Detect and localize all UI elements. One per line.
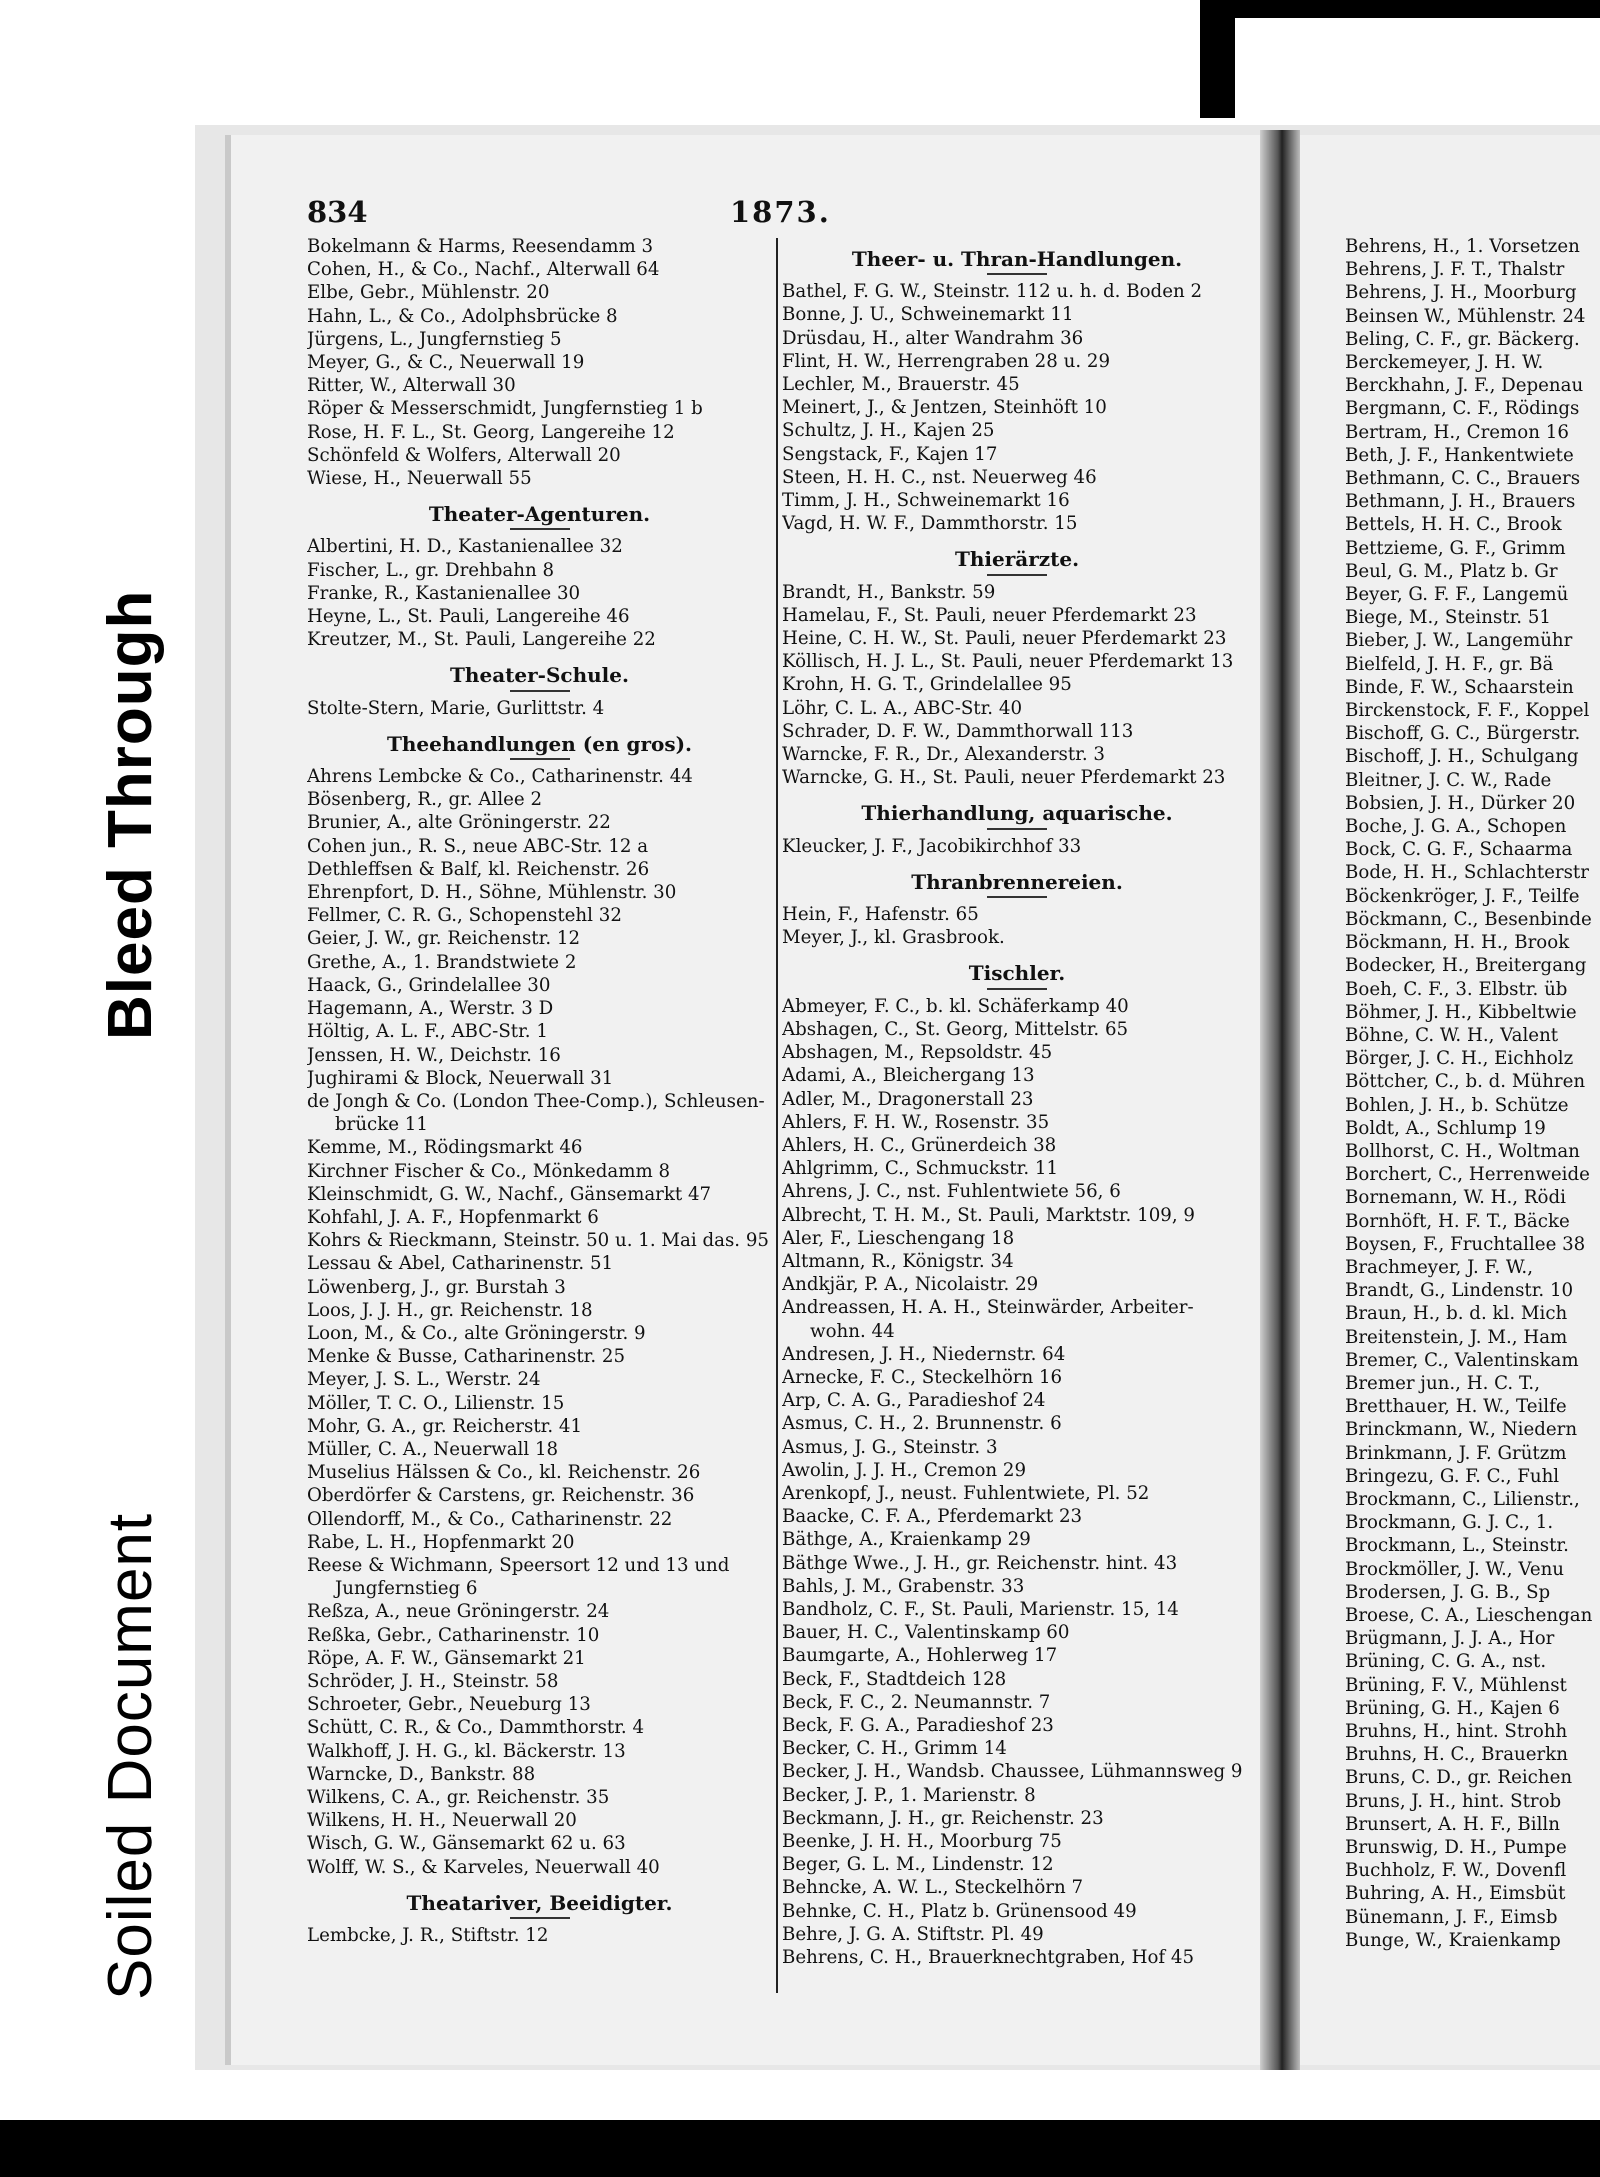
directory-entry: Rose, H. F. L., St. Georg, Langereihe 12: [307, 421, 675, 443]
directory-entry: Bringezu, G. F. C., Fuhl: [1345, 1465, 1560, 1487]
directory-entry: Boldt, A., Schlump 19: [1345, 1117, 1546, 1139]
directory-entry: Menke & Busse, Catharinenstr. 25: [307, 1346, 626, 1368]
heading-rule: [510, 528, 570, 530]
directory-entry: Cohen, H., & Co., Nachf., Alterwall 64: [307, 259, 660, 281]
directory-entry: Brüning, G. H., Kajen 6: [1345, 1697, 1560, 1719]
directory-entry: Schütt, C. R., & Co., Dammthorstr. 4: [307, 1717, 645, 1739]
right-directory-column: [782, 235, 1252, 1969]
directory-entry: Röpe, A. F. W., Gänsemarkt 21: [307, 1647, 586, 1669]
section-heading: Theater-Agenturen.: [428, 502, 651, 527]
directory-entry: Warncke, D., Bankstr. 88: [307, 1763, 536, 1785]
directory-entry: Schröder, J. H., Steinstr. 58: [307, 1670, 559, 1692]
directory-entry: Schultz, J. H., Kajen 25: [782, 420, 995, 442]
directory-entry: Bokelmann & Harms, Reesendamm 3: [307, 236, 654, 257]
directory-entry: Brockmann, L., Steinstr.: [1345, 1535, 1569, 1557]
directory-entry: Schönfeld & Wolfers, Alterwall 20: [307, 444, 621, 466]
directory-entry: Beth, J. F., Hankentwiete: [1345, 444, 1574, 466]
directory-entry: Kreutzer, M., St. Pauli, Langereihe 22: [307, 629, 656, 651]
directory-entry: Birckenstock, F. F., Koppel: [1345, 700, 1590, 722]
directory-entry: Bornemann, W. H., Rödi: [1345, 1187, 1566, 1209]
directory-entry: Beenke, J. H. H., Moorburg 75: [782, 1831, 1062, 1852]
directory-entry: Andkjär, P. A., Nicolaistr. 29: [782, 1274, 1039, 1296]
directory-entry: Brunier, A., alte Gröningerstr. 22: [307, 812, 611, 834]
directory-entry: Loos, J. J. H., gr. Reichenstr. 18: [307, 1299, 593, 1321]
directory-entry: Brockmann, C., Lilienstr.,: [1345, 1488, 1580, 1510]
directory-entry: Beul, G. M., Platz b. Gr: [1345, 560, 1558, 582]
directory-entry: Muselius Hälssen & Co., kl. Reichenstr. 26: [307, 1462, 701, 1484]
entry-continuation: wohn. 44: [810, 1320, 895, 1342]
directory-entry: Kleinschmidt, G. W., Nachf., Gänsemarkt 47: [307, 1183, 712, 1205]
directory-entry: Böckenkröger, J. F., Teilfe: [1345, 885, 1580, 907]
directory-entry: Behrens, J. F. T., Thalstr: [1345, 259, 1565, 281]
section-heading: Thierärzte.: [954, 547, 1080, 572]
directory-entry: Bäthge Wwe., J. H., gr. Reichenstr. hint. 43: [782, 1552, 1178, 1574]
directory-entry: Köllisch, H. J. L., St. Pauli, neuer Pferdemarkt 13: [782, 651, 1234, 673]
directory-entry: Heine, C. H. W., St. Pauli, neuer Pferdemarkt 23: [782, 628, 1227, 650]
directory-entry: Albrecht, T. H. M., St. Pauli, Marktstr. 109, 9: [782, 1204, 1195, 1226]
entry-continuation: brücke 11: [335, 1114, 428, 1136]
directory-entry: Löwenberg, J., gr. Burstah 3: [307, 1276, 566, 1298]
directory-entry: Börger, J. C. H., Eichholz: [1345, 1048, 1574, 1070]
directory-entry: Berckhahn, J. F., Depenau: [1345, 375, 1584, 397]
directory-entry: Bornhöft, H. F. T., Bäcke: [1345, 1210, 1570, 1232]
directory-entry: Biege, M., Steinstr. 51: [1345, 607, 1551, 629]
section-heading: Theatariver, Beeidigter.: [406, 1890, 673, 1915]
directory-entry: Asmus, C. H., 2. Brunnenstr. 6: [782, 1413, 1062, 1435]
heading-rule: [987, 828, 1047, 830]
directory-entry: Beck, F. G. A., Paradieshof 23: [782, 1714, 1054, 1736]
section-heading: Theer- u. Thran-Handlungen.: [851, 247, 1183, 271]
directory-entry: Hamelau, F., St. Pauli, neuer Pferdemarkt 23: [782, 604, 1197, 626]
directory-entry: Schrader, D. F. W., Dammthorwall 113: [782, 720, 1134, 742]
heading-rule: [987, 988, 1047, 990]
directory-entry: Böhmer, J. H., Kibbeltwie: [1345, 1001, 1577, 1023]
directory-entry: Bollhorst, C. H., Woltman: [1345, 1140, 1580, 1162]
directory-entry: Reßka, Gebr., Catharinenstr. 10: [307, 1624, 600, 1646]
directory-entry: Behre, J. G. A. Stiftstr. Pl. 49: [782, 1923, 1044, 1945]
heading-rule: [510, 1917, 570, 1919]
directory-entry: Bünemann, J. F., Eimsb: [1345, 1906, 1558, 1928]
directory-entry: Böckmann, H. H., Brook: [1345, 932, 1570, 954]
directory-entry: Möller, T. C. O., Lilienstr. 15: [307, 1392, 565, 1414]
directory-entry: Jughirami & Block, Neuerwall 31: [307, 1067, 614, 1089]
directory-entry: Meinert, J., & Jentzen, Steinhöft 10: [782, 397, 1107, 419]
directory-entry: Adami, A., Bleichergang 13: [782, 1065, 1035, 1087]
directory-entry: Andreassen, H. A. H., Steinwärder, Arbeiter-: [782, 1297, 1194, 1319]
directory-entry: Asmus, J. G., Steinstr. 3: [782, 1436, 998, 1458]
directory-entry: Ahrens, J. C., nst. Fuhlentwiete 56, 6: [782, 1181, 1121, 1203]
section-heading: Tischler.: [968, 961, 1066, 986]
directory-entry: Bäthge, A., Kraienkamp 29: [782, 1529, 1031, 1551]
directory-entry: Bruns, J. H., hint. Strob: [1345, 1790, 1562, 1812]
directory-entry: Bruhns, H., hint. Strohh: [1345, 1721, 1568, 1742]
directory-entry: Hagemann, A., Werstr. 3 D: [307, 998, 554, 1020]
directory-entry: Warncke, F. R., Dr., Alexanderstr. 3: [782, 744, 1105, 766]
directory-entry: Binde, F. W., Schaarstein: [1345, 676, 1574, 698]
directory-entry: Dethleffsen & Balf, kl. Reichenstr. 26: [307, 858, 650, 880]
directory-entry: Ahlgrimm, C., Schmuckstr. 11: [782, 1158, 1059, 1180]
directory-entry: Ahlers, H. C., Grünerdeich 38: [782, 1134, 1057, 1156]
directory-entry: Behrens, C. H., Brauerknechtgraben, Hof 45: [782, 1947, 1195, 1969]
directory-entry: Bieber, J. W., Langemühr: [1345, 630, 1573, 652]
directory-entry: Reßza, A., neue Gröningerstr. 24: [307, 1601, 610, 1623]
top-dark-block: [1200, 0, 1235, 118]
directory-entry: Brügmann, J. J. A., Hor: [1345, 1628, 1555, 1650]
directory-entry: Bremer, C., Valentinskam: [1345, 1349, 1579, 1371]
directory-entry: Bruhns, H. C., Brauerkn: [1345, 1744, 1568, 1766]
directory-entry: Löhr, C. L. A., ABC-Str. 40: [782, 697, 1023, 719]
heading-rule: [987, 896, 1047, 898]
section-heading: Theehandlungen (en gros).: [386, 731, 693, 756]
directory-entry: Arnecke, F. C., Steckelhörn 16: [782, 1366, 1063, 1388]
directory-entry: Böttcher, C., b. d. Mühren: [1345, 1071, 1586, 1093]
column-divider: [776, 238, 778, 1993]
directory-entry: Brodersen, J. G. B., Sp: [1345, 1581, 1551, 1603]
directory-entry: Baumgarte, A., Hohlerweg 17: [782, 1645, 1058, 1667]
directory-entry: Bremer jun., H. C. T.,: [1345, 1372, 1540, 1394]
directory-entry: Brinckmann, W., Niedern: [1345, 1419, 1578, 1441]
directory-entry: Hein, F., Hafenstr. 65: [782, 904, 979, 926]
directory-entry: Berckemeyer, J. H. W.: [1345, 352, 1544, 374]
directory-entry: Rabe, L. H., Hopfenmarkt 20: [307, 1531, 575, 1553]
directory-entry: Arp, C. A. G., Paradieshof 24: [782, 1390, 1046, 1412]
directory-entry: Loon, M., & Co., alte Gröningerstr. 9: [307, 1322, 646, 1344]
heading-rule: [987, 273, 1047, 275]
page-year: 1873.: [730, 195, 831, 229]
directory-entry: Andresen, J. H., Niedernstr. 64: [782, 1343, 1066, 1365]
directory-entry: Brockmöller, J. W., Venu: [1345, 1558, 1565, 1580]
directory-entry: Brinkmann, J. F. Grützm: [1345, 1442, 1567, 1464]
directory-entry: Schroeter, Gebr., Neueburg 13: [307, 1694, 591, 1716]
directory-entry: Steen, H. H. C., nst. Neuerweg 46: [782, 466, 1097, 488]
directory-entry: Beger, G. L. M., Lindenstr. 12: [782, 1854, 1054, 1876]
directory-entry: Reese & Wichmann, Speersort 12 und 13 und: [307, 1554, 730, 1576]
directory-entry: Brunswig, D. H., Pumpe: [1345, 1837, 1567, 1859]
directory-entry: Bischoff, J. H., Schulgang: [1345, 746, 1579, 768]
directory-entry: Geier, J. W., gr. Reichenstr. 12: [307, 928, 581, 950]
directory-entry: Kemme, M., Rödingsmarkt 46: [307, 1137, 583, 1159]
directory-entry: Böckmann, C., Besenbinde: [1345, 908, 1592, 930]
directory-entry: Ehrenpfort, D. H., Söhne, Mühlenstr. 30: [307, 882, 677, 904]
book-gutter: [1260, 130, 1300, 2070]
directory-entry: Beinsen W., Mühlenstr. 24: [1345, 305, 1586, 327]
directory-entry: Brachmeyer, J. F. W.,: [1345, 1256, 1533, 1278]
directory-entry: Meyer, J. S. L., Werstr. 24: [307, 1369, 541, 1391]
directory-entry: Wiese, H., Neuerwall 55: [307, 468, 532, 490]
directory-entry: Bertram, H., Cremon 16: [1345, 421, 1569, 443]
directory-entry: Buchholz, F. W., Dovenfl: [1345, 1860, 1567, 1882]
directory-entry: Albertini, H. D., Kastanienallee 32: [307, 536, 623, 558]
directory-entry: Abshagen, C., St. Georg, Mittelstr. 65: [782, 1018, 1129, 1040]
directory-entry: Bethmann, J. H., Brauers: [1345, 491, 1576, 513]
directory-entry: Brandt, G., Lindenstr. 10: [1345, 1280, 1574, 1302]
directory-entry: Jenssen, H. W., Deichstr. 16: [307, 1044, 561, 1066]
directory-entry: de Jongh & Co. (London Thee-Comp.), Schleusen-: [307, 1090, 765, 1112]
directory-entry: Warncke, G. H., St. Pauli, neuer Pferdemarkt 23: [782, 767, 1226, 789]
directory-entry: Drüsdau, H., alter Wandrahm 36: [782, 327, 1084, 349]
directory-entry: Wolff, W. S., & Karveles, Neuerwall 40: [307, 1856, 660, 1878]
directory-entry: Beckmann, J. H., gr. Reichenstr. 23: [782, 1807, 1104, 1829]
directory-entry: Brüning, C. G. A., nst.: [1345, 1651, 1547, 1673]
directory-entry: Kleucker, J. F., Jacobikirchhof 33: [782, 835, 1082, 857]
directory-entry: Heyne, L., St. Pauli, Langereihe 46: [307, 606, 630, 628]
directory-entry: Bode, H. H., Schlachterstr: [1345, 862, 1589, 884]
directory-entry: Beling, C. F., gr. Bäckerg.: [1345, 328, 1580, 350]
directory-entry: Broese, C. A., Lieschengan: [1345, 1604, 1593, 1626]
heading-rule: [510, 690, 570, 692]
directory-entry: Krohn, H. G. T., Grindelallee 95: [782, 674, 1072, 696]
directory-entry: Haack, G., Grindelallee 30: [307, 974, 551, 996]
entry-continuation: Jungfernstieg 6: [335, 1578, 478, 1600]
directory-entry: Hahn, L., & Co., Adolphsbrücke 8: [307, 305, 618, 327]
directory-entry: Bruns, C. D., gr. Reichen: [1345, 1767, 1573, 1789]
directory-entry: Bohlen, J. H., b. Schütze: [1345, 1094, 1569, 1116]
directory-entry: Behrens, J. H., Moorburg: [1345, 282, 1577, 304]
directory-entry: Bielfeld, J. H. F., gr. Bä: [1345, 653, 1554, 675]
directory-entry: Braun, H., b. d. kl. Mich: [1345, 1303, 1568, 1325]
directory-entry: Timm, J. H., Schweinemarkt 16: [782, 490, 1070, 512]
directory-entry: Ollendorff, M., & Co., Catharinenstr. 22: [307, 1508, 673, 1530]
directory-entry: Flint, H. W., Herrengraben 28 u. 29: [782, 350, 1111, 372]
bleed-through-label: Bleed Through: [96, 589, 165, 1040]
directory-entry: Cohen jun., R. S., neue ABC-Str. 12 a: [307, 835, 649, 857]
directory-entry: Behncke, A. W. L., Steckelhörn 7: [782, 1877, 1084, 1899]
soiled-document-label: Soiled Document: [96, 1512, 165, 2000]
directory-entry: Beck, F., Stadtdeich 128: [782, 1668, 1007, 1690]
left-directory-column: [307, 235, 772, 1947]
directory-entry: Jürgens, L., Jungfernstieg 5: [307, 328, 562, 350]
directory-entry: Bunge, W., Kraienkamp: [1345, 1929, 1561, 1951]
directory-entry: Bahls, J. M., Grabenstr. 33: [782, 1575, 1025, 1597]
directory-entry: Wilkens, C. A., gr. Reichenstr. 35: [307, 1787, 610, 1808]
directory-entry: Ahrens Lembcke & Co., Catharinenstr. 44: [307, 766, 693, 788]
page-number: 834: [307, 195, 368, 229]
directory-entry: Ahlers, F. H. W., Rosenstr. 35: [782, 1111, 1050, 1133]
directory-entry: Kohrs & Rieckmann, Steinstr. 50 u. 1. Mai das. 95: [307, 1230, 769, 1252]
directory-entry: Boeh, C. F., 3. Elbstr. üb: [1345, 978, 1568, 1000]
directory-entry: Lessau & Abel, Catharinenstr. 51: [307, 1253, 614, 1275]
directory-entry: Bösenberg, R., gr. Allee 2: [307, 789, 543, 811]
directory-entry: Borchert, C., Herrenweide: [1345, 1164, 1590, 1186]
directory-entry: Bobsien, J. H., Dürker 20: [1345, 792, 1576, 814]
directory-entry: Behrens, H., 1. Vorsetzen: [1345, 236, 1580, 257]
directory-entry: Bauer, H. C., Valentinskamp 60: [782, 1622, 1070, 1644]
directory-entry: Bettzieme, G. F., Grimm: [1345, 537, 1566, 559]
directory-entry: Aler, F., Lieschengang 18: [782, 1227, 1015, 1249]
directory-entry: Beyer, G. F. F., Langemü: [1345, 584, 1569, 606]
directory-entry: Altmann, R., Königstr. 34: [782, 1250, 1014, 1272]
directory-entry: Brandt, H., Bankstr. 59: [782, 581, 996, 603]
directory-entry: Walkhoff, J. H. G., kl. Bäckerstr. 13: [307, 1740, 626, 1762]
top-dark-strip: [1235, 0, 1600, 18]
directory-entry: Müller, C. A., Neuerwall 18: [307, 1438, 559, 1460]
directory-entry: Meyer, J., kl. Grasbrook.: [782, 927, 1005, 949]
directory-entry: Bettels, H. H. C., Brook: [1345, 514, 1562, 536]
directory-entry: Boysen, F., Fruchtallee 38: [1345, 1233, 1586, 1255]
directory-entry: Böhne, C. W. H., Valent: [1345, 1024, 1559, 1046]
directory-entry: Becker, J. H., Wandsb. Chaussee, Lühmannsweg 9: [782, 1761, 1243, 1783]
directory-entry: Lembcke, J. R., Stiftstr. 12: [307, 1925, 549, 1947]
directory-entry: Becker, J. P., 1. Marienstr. 8: [782, 1784, 1036, 1806]
directory-entry: Kohfahl, J. A. F., Hopfenmarkt 6: [307, 1206, 599, 1228]
directory-entry: Röper & Messerschmidt, Jungfernstieg 1 b: [307, 398, 703, 420]
heading-rule: [987, 574, 1047, 576]
directory-entry: Fellmer, C. R. G., Schopenstehl 32: [307, 905, 622, 927]
directory-entry: Bretthauer, H. W., Teilfe: [1345, 1396, 1567, 1418]
directory-entry: Awolin, J. J. H., Cremon 29: [782, 1459, 1027, 1481]
directory-entry: Becker, C. H., Grimm 14: [782, 1738, 1007, 1760]
directory-entry: Baacke, C. F. A., Pferdemarkt 23: [782, 1506, 1083, 1528]
directory-entry: Lechler, M., Brauerstr. 45: [782, 374, 1020, 396]
directory-entry: Ritter, W., Alterwall 30: [307, 375, 516, 397]
directory-entry: Franke, R., Kastanienallee 30: [307, 582, 581, 604]
directory-entry: Arenkopf, J., neust. Fuhlentwiete, Pl. 52: [782, 1482, 1150, 1504]
directory-entry: Boche, J. G. A., Schopen: [1345, 816, 1567, 838]
directory-entry: Bock, C. G. F., Schaarma: [1345, 839, 1573, 861]
directory-entry: Behnke, C. H., Platz b. Grünensood 49: [782, 1900, 1137, 1922]
directory-entry: Beck, F. C., 2. Neumannstr. 7: [782, 1691, 1051, 1713]
directory-entry: Bandholz, C. F., St. Pauli, Marienstr. 15, 14: [782, 1598, 1179, 1620]
directory-entry: Wilkens, H. H., Neuerwall 20: [307, 1810, 577, 1832]
directory-entry: Bathel, F. G. W., Steinstr. 112 u. h. d. Boden 2: [782, 281, 1203, 303]
directory-entry: Bergmann, C. F., Rödings: [1345, 398, 1580, 420]
directory-entry: Fischer, L., gr. Drehbahn 8: [307, 559, 555, 581]
directory-entry: Brunsert, A. H. F., Billn: [1345, 1813, 1560, 1835]
directory-entry: Elbe, Gebr., Mühlenstr. 20: [307, 282, 550, 304]
heading-rule: [510, 758, 570, 760]
directory-entry: Sengstack, F., Kajen 17: [782, 443, 998, 465]
directory-entry: Oberdörfer & Carstens, gr. Reichenstr. 36: [307, 1485, 695, 1507]
directory-entry: Bonne, J. U., Schweinemarkt 11: [782, 304, 1074, 326]
directory-entry: Buhring, A. H., Eimsbüt: [1345, 1883, 1566, 1905]
directory-entry: Grethe, A., 1. Brandstwiete 2: [307, 951, 577, 973]
directory-entry: Höltig, A. L. F., ABC-Str. 1: [307, 1021, 548, 1043]
section-heading: Thranbrennereien.: [911, 869, 1123, 894]
directory-entry: Breitenstein, J. M., Ham: [1345, 1326, 1568, 1348]
directory-entry: Abshagen, M., Repsoldstr. 45: [782, 1042, 1053, 1064]
directory-entry: Meyer, G., & C., Neuerwall 19: [307, 352, 585, 374]
directory-entry: Abmeyer, F. C., b. kl. Schäferkamp 40: [782, 995, 1129, 1017]
directory-entry: Wisch, G. W., Gänsemarkt 62 u. 63: [307, 1833, 626, 1855]
section-heading: Thierhandlung, aquarische.: [861, 801, 1173, 826]
directory-entry: Adler, M., Dragonerstall 23: [782, 1088, 1034, 1110]
directory-entry: Mohr, G. A., gr. Reicherstr. 41: [307, 1415, 583, 1437]
directory-entry: Bethmann, C. C., Brauers: [1345, 468, 1581, 490]
directory-entry: Brüning, F. V., Mühlenst: [1345, 1674, 1567, 1696]
directory-entry: Bischoff, G. C., Bürgerstr.: [1345, 723, 1581, 745]
bottom-dark-strip: [0, 2120, 1600, 2177]
directory-entry: Kirchner Fischer & Co., Mönkedamm 8: [307, 1160, 671, 1182]
section-heading: Theater-Schule.: [450, 663, 629, 688]
directory-entry: Bleitner, J. C. W., Rade: [1345, 769, 1552, 791]
directory-entry: Vagd, H. W. F., Dammthorstr. 15: [782, 513, 1078, 535]
directory-entry: Bodecker, H., Breitergang: [1345, 955, 1587, 977]
next-page-column: [1345, 235, 1600, 1952]
directory-entry: Stolte-Stern, Marie, Gurlittstr. 4: [307, 697, 605, 719]
directory-entry: Brockmann, G. J. C., 1.: [1345, 1512, 1554, 1534]
